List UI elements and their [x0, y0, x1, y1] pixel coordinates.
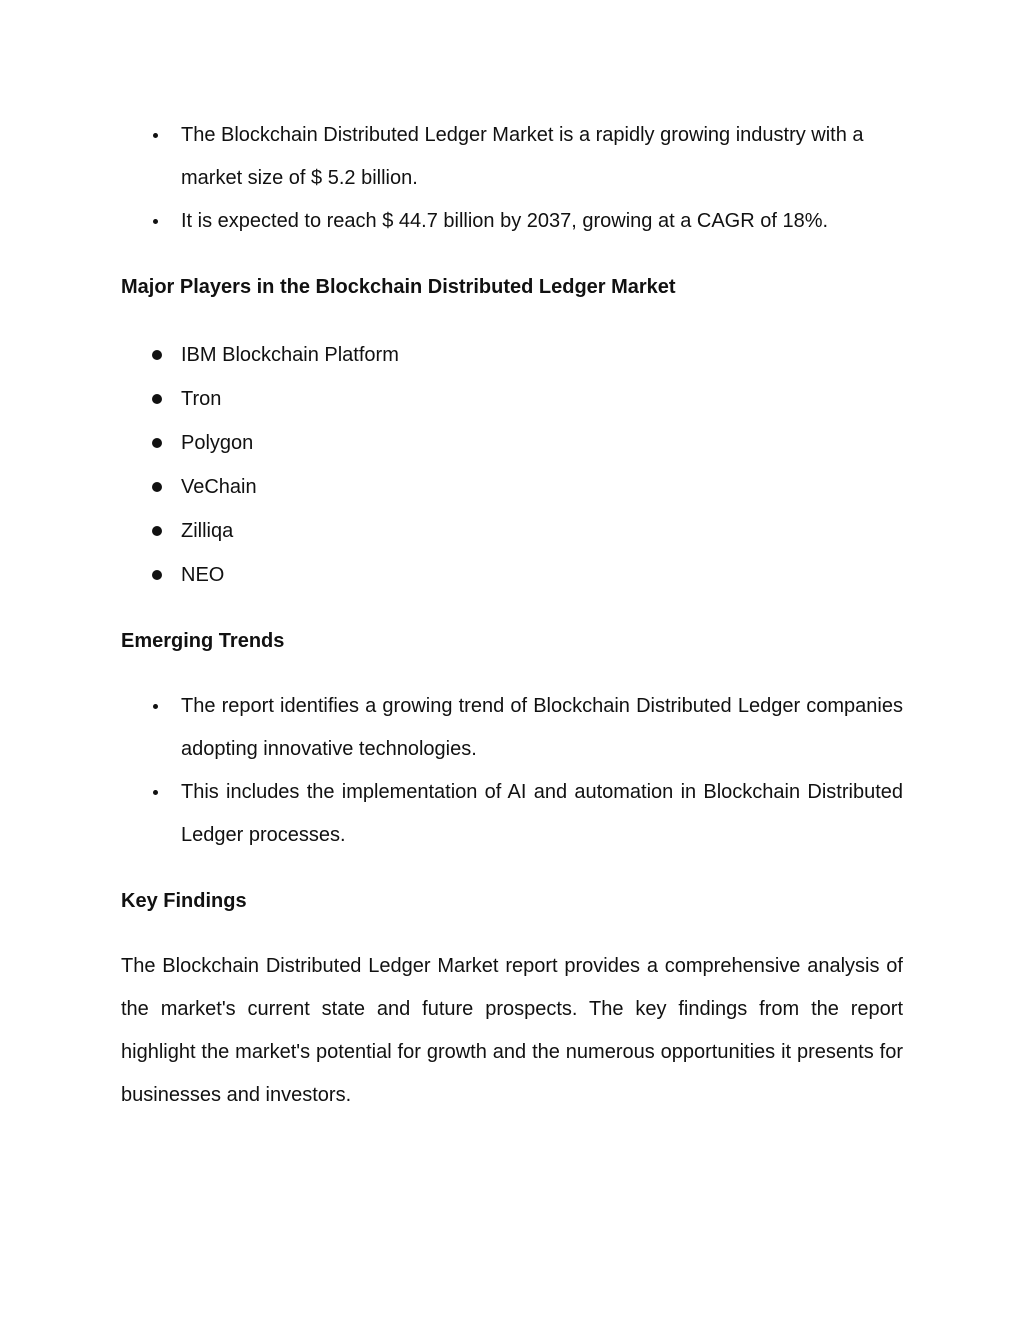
bullet-icon — [152, 438, 162, 448]
market-bullet-list — [121, 114, 903, 243]
bullet-icon — [153, 704, 158, 709]
bullet-icon — [153, 133, 158, 138]
player-name: Zilliqa — [181, 520, 234, 542]
player-name: Polygon — [181, 432, 254, 454]
bullet-icon — [153, 219, 158, 224]
market-bullet-text: It is expected to reach $ 44.7 billion by 2037, growing at a CAGR of 18%. — [181, 210, 829, 232]
bullet-icon — [153, 790, 158, 795]
document-content — [121, 114, 903, 1117]
list-item — [121, 771, 903, 857]
list-item — [121, 377, 903, 421]
list-item — [121, 200, 903, 243]
key-findings-paragraph: The Blockchain Distributed Ledger Market report provides a comprehensive analysis of the market's current state and future prospects. The key findings from the report highlight the market's potential for growth and the numerous opportunities it presents for businesses and investors. — [121, 955, 903, 1106]
bullet-icon — [152, 394, 162, 404]
bullet-icon — [152, 570, 162, 580]
player-name: Tron — [181, 388, 222, 410]
list-item — [121, 509, 903, 553]
trend-text: This includes the implementation of AI and automation in Blockchain Distributed Ledger processes. — [181, 781, 903, 846]
market-bullet-text: The Blockchain Distributed Ledger Market is a rapidly growing industry with a market size of $ 5.2 billion. — [181, 124, 864, 189]
bullet-icon — [152, 526, 162, 536]
list-item — [121, 114, 903, 200]
list-item — [121, 421, 903, 465]
emerging-trends-list — [121, 685, 903, 857]
player-name: VeChain — [181, 476, 257, 498]
emerging-trends-heading: Emerging Trends — [121, 630, 285, 652]
bullet-icon — [152, 482, 162, 492]
key-findings-heading: Key Findings — [121, 890, 247, 912]
list-item — [121, 465, 903, 509]
list-item — [121, 553, 903, 597]
player-name: NEO — [181, 564, 225, 586]
trend-text: The report identifies a growing trend of Blockchain Distributed Ledger companies adopting innovative technologies. — [181, 695, 903, 760]
bullet-icon — [152, 350, 162, 360]
player-name: IBM Blockchain Platform — [181, 344, 399, 366]
major-players-list — [121, 333, 903, 597]
list-item — [121, 333, 903, 377]
major-players-heading: Major Players in the Blockchain Distributed Ledger Market — [121, 276, 676, 298]
list-item — [121, 685, 903, 771]
